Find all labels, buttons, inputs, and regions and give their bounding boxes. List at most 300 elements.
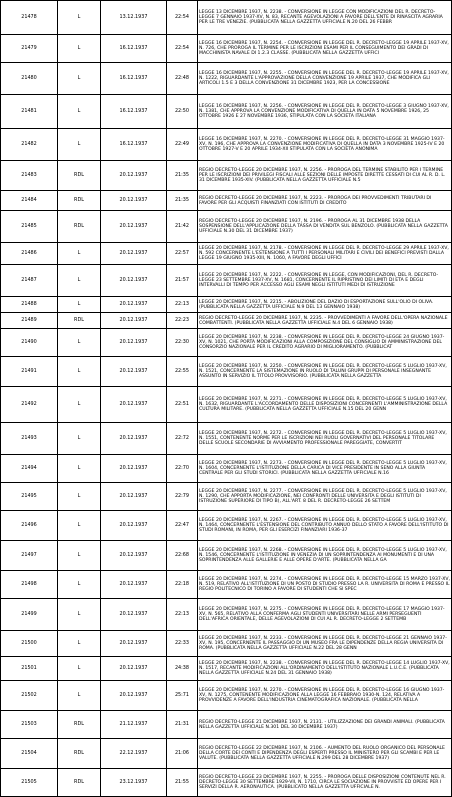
act-type-cell	[58, 265, 101, 297]
table-row	[1, 455, 452, 483]
act-date-cell	[101, 357, 167, 387]
act-number-cell	[1, 265, 58, 297]
act-code-cell	[167, 313, 198, 329]
table-row	[1, 631, 452, 657]
act-code-text: 22:68	[174, 552, 190, 558]
act-code-text: 22:72	[174, 435, 190, 441]
act-date-cell	[101, 455, 167, 483]
act-description-cell	[198, 95, 452, 129]
description-text: LEGGE 20 DICEMBRE 1937, N. 2267. - CONVERSIONE IN LEGGE DEL R. DECRETO-LEGGE 5 LUGLIO 1937-XV, N. 1464, CONCERNENTE L'ESTENSIONE DEL CONTRIBUTO ANNUO DELLO STATO A FAVORE DELL'ISTITUTO DI STUDI ROMANI, IN ROMA, PER GLI ESERCIZI FINANZIARI 1936-37	[199, 518, 449, 533]
act-type-cell	[58, 657, 101, 681]
act-description-cell	[198, 631, 452, 657]
act-code-text: 22:54	[174, 14, 190, 20]
act-type-cell	[58, 161, 101, 191]
act-description-cell	[198, 483, 452, 511]
act-number-text: 21502	[21, 692, 37, 698]
act-code-cell	[167, 423, 198, 455]
act-number-cell	[1, 357, 58, 387]
act-number-cell	[1, 63, 58, 95]
act-number-cell	[1, 681, 58, 711]
table-row	[1, 681, 452, 711]
act-description-cell	[198, 423, 452, 455]
act-type-text: L	[77, 692, 81, 698]
act-number-cell	[1, 329, 58, 357]
act-description-cell	[198, 329, 452, 357]
act-description-cell	[198, 711, 452, 739]
act-type-text: L	[77, 141, 81, 147]
act-type-text: RDL	[74, 317, 84, 323]
act-number-cell	[1, 455, 58, 483]
description-text: LEGGE 16 DICEMBRE 1937, N. 2270. - CONVERSIONE IN LEGGE DEL R. DECRETO-LEGGE 31 MAGGIO 1937-XV, N. 196, CHE APPROVA LA CONVENZIONE MODIFICATIVA DI QUELLA IN DATA 3 NOVEMBRE 1925-IV E 20 OTTOBRE 1927-V E 20 APRILE 1934-XII STIPULATA CON LA SOCIETA ANONIMA	[199, 137, 445, 152]
act-code-cell	[167, 129, 198, 161]
act-number-text: 21489	[21, 317, 37, 323]
table-row	[1, 571, 452, 599]
table-row	[1, 63, 452, 95]
description-text: LEGGE 20 DICEMBRE 1937, N. 2215. - ABOLIZIONE DEL DAZIO DI ESPORTAZIONE SULL'OLIO DI OLIVA. (PUBBLICATA NELLA GAZZETTA UFFICIALE N.9 DEL 13 GENNAIO 1938)	[199, 299, 434, 310]
act-date-text: 20.12.1937	[119, 552, 148, 558]
act-description-cell	[198, 681, 452, 711]
act-code-cell	[167, 211, 198, 243]
act-code-cell	[167, 631, 198, 657]
description-text: LEGGE 20 DICEMBRE 1937, N. 2178. - CONVERSIONE IN LEGGE DEL R. DECRETO-LEGGE 29 APRILE 1937-XV, N. 592 CONCERNENTE L'ESTENSIONE A TUTTI I PERSONALI MILITARI E CIVILI DEI BENEFICI PREVISTI DALLA LEGGE 19 GIUGNO 1935-XIII, N. 1060, A FAVORE DEGLI UFFICI	[199, 246, 449, 261]
act-type-text: L	[77, 522, 81, 528]
act-type-cell	[58, 681, 101, 711]
act-code-text: 24:38	[174, 665, 190, 671]
act-type-text: RDL	[74, 721, 84, 727]
act-date-cell	[101, 95, 167, 129]
act-code-text: 22:23	[174, 317, 190, 323]
description-text: REGIO DECRETO-LEGGE 20 DICEMBRE 1937, N. 2235. - PROVVEDIMENTI A FAVORE DELL'OPERA NAZIONALE COMBATTENTI. (PUBBLICATA NELLA GAZZETTA UFFICIALE N.4 DEL 6 GENNAIO 1938)	[199, 315, 448, 326]
act-type-cell	[58, 631, 101, 657]
description-text: LEGGE 20 DICEMBRE 1937, N. 2271. - CONVERSIONE IN LEGGE DEL R. DECRETO-LEGGE 5 LUGLIO 1937-XV, N. 1632, RIGUARDANTE L'ACCORDAMENTO DELLE DISPOSIZIONI CONCERNENTI L'AMMINISTRAZIONE DELLA CULTURA MILITARE. (PUBBLICATA NELLA GAZZETTA UFFICIALE N.15 DEL 20 GENN	[199, 397, 448, 412]
act-type-cell	[58, 35, 101, 63]
description-text: LEGGE 20 DICEMBRE 1937, N. 2274. - CONVERSIONE IN LEGGE DEL R. DECRETO-LEGGE 15 MARZO 1937-XV, N. 519, RELATIVO ALL'ISTITUZIONE DI UN POSTO DI STUDIO PRESSO LA R. UNIVERSITA DI ROMA E PRESSO IL REGIO POLITECNICO DI TORINO A FAVORE DI STUDENTI CHE SI SPEC	[199, 577, 450, 592]
act-code-cell	[167, 63, 198, 95]
act-type-cell	[58, 211, 101, 243]
table-row	[1, 599, 452, 631]
act-type-cell	[58, 243, 101, 265]
act-code-cell	[167, 483, 198, 511]
act-number-cell	[1, 191, 58, 211]
act-type-text: RDL	[74, 750, 84, 756]
act-number-text: 21482	[21, 141, 37, 147]
act-type-cell	[58, 1, 101, 35]
act-description-cell	[198, 211, 452, 243]
description-text: LEGGE 13 DICEMBRE 1937, N. 2238. - CONVERSIONE IN LEGGE CON MODIFICAZIONI DEL R. DECRETO-LEGGE 7 GENNAIO 1937-XV, N. 83, RECANTE AGEVOLAZIONI A FAVORE DELL'ENTE DI RINASCITA AGRARIA PER LE TRE VENEZIE. (PUBBLICATA NELLA GAZZETTA UFFICIALE N.20 DEL 26 FEBBR	[199, 10, 443, 25]
act-type-cell	[58, 297, 101, 313]
act-description-cell	[198, 191, 452, 211]
act-date-text: 22.12.1937	[119, 750, 148, 756]
act-date-text: 13.12.1937	[119, 14, 148, 20]
act-date-cell	[101, 191, 167, 211]
table-row	[1, 387, 452, 423]
table-row	[1, 313, 452, 329]
act-code-cell	[167, 161, 198, 191]
act-date-cell	[101, 265, 167, 297]
act-code-text: 22:55	[174, 368, 190, 374]
act-code-cell	[167, 191, 198, 211]
act-date-text: 20.12.1937	[119, 640, 148, 646]
act-date-cell	[101, 769, 167, 797]
act-description-cell	[198, 357, 452, 387]
description-text: LEGGE 20 DICEMBRE 1937, N. 2238. - CONVERSIONE IN LEGGE DEL R. DECRETO-LEGGE 24 GIUGNO 1937-XV, N. 1021, CHE PORTA MODIFICAZIONI ALLA COMPOSIZIONE DEL CONSIGLIO DI AMMINISTRAZIONE DEL CONSORZIO NAZIONALE PER IL CREDITO AGRARIO DI MIGLIORAMENTO. (PUBBLICAT	[199, 335, 445, 350]
act-date-cell	[101, 243, 167, 265]
act-number-cell	[1, 483, 58, 511]
act-description-cell	[198, 541, 452, 571]
act-number-cell	[1, 599, 58, 631]
act-date-cell	[101, 711, 167, 739]
act-number-text: 21487	[21, 277, 37, 283]
act-number-cell	[1, 35, 58, 63]
act-number-cell	[1, 769, 58, 797]
act-description-cell	[198, 769, 452, 797]
act-date-cell	[101, 657, 167, 681]
act-date-text: 20.12.1937	[119, 172, 148, 178]
act-date-text: 20.12.1937	[119, 692, 148, 698]
act-type-text: L	[77, 611, 81, 617]
act-number-cell	[1, 657, 58, 681]
act-date-cell	[101, 387, 167, 423]
act-code-text: 22:57	[174, 250, 190, 256]
table-row	[1, 35, 452, 63]
description-text: LEGGE 20 DICEMBRE 1937, N. 2273. - CONVERSIONE IN LEGGE DEL R. DECRETO-LEGGE 5 LUGLIO 1937-XV, N. 1604, CONCERNENTE L'ISTITUZIONE DELLA CARICA DI VICE PRESIDENTE IN SENO ALLA GIUNTA CENTRALE PER GLI STUDI STORICI. (PUBBLICATA NELLA GAZZETTA UFFICIALE N.16	[199, 461, 447, 476]
act-number-text: 21504	[21, 750, 37, 756]
act-number-cell	[1, 423, 58, 455]
act-date-text: 16.12.1937	[119, 75, 148, 81]
act-code-text: 22:49	[174, 141, 190, 147]
table-row	[1, 511, 452, 541]
act-code-text: 25:71	[174, 692, 190, 698]
act-date-cell	[101, 129, 167, 161]
act-code-text: 22:13	[174, 301, 190, 307]
act-number-cell	[1, 313, 58, 329]
act-code-text: 22:54	[174, 45, 190, 51]
description-text: LEGGE 16 DICEMBRE 1937, N. 2256. - CONVERSIONE IN LEGGE DEL R. DECRETO-LEGGE 3 GIUGNO 1937-XV, N. 1381, CHE APPROVA LA CONVENZIONE MODIFICATIVA DI QUELLA IN DATA 5 NOVEMBRE 1926, 25 OTTOBRE 1926 E 27 NOVEMBRE 1936, STIPULATA CON LA SOCIETA ITALIANA	[199, 104, 449, 119]
act-type-text: L	[77, 665, 81, 671]
act-number-text: 21498	[21, 581, 37, 587]
act-date-cell	[101, 571, 167, 599]
description-text: REGIO DECRETO-LEGGE 21 DICEMBRE 1937, N. 2131. - UTILIZZAZIONE DEI GRANDI ANIMALI. (PUBBLICATA NELLA GAZZETTA UFFICIALE N.301 DEL 30 DICEMBRE 1937)	[199, 719, 445, 730]
act-date-text: 20.12.1937	[119, 465, 148, 471]
act-date-text: 20.12.1937	[119, 317, 148, 323]
act-description-cell	[198, 129, 452, 161]
act-code-text: 21:31	[174, 721, 190, 727]
act-description-cell	[198, 63, 452, 95]
table-row	[1, 483, 452, 511]
act-number-text: 21492	[21, 401, 37, 407]
act-code-text: 21:06	[174, 750, 190, 756]
act-date-cell	[101, 739, 167, 769]
act-number-text: 21484	[21, 197, 37, 203]
table-row	[1, 1, 452, 35]
act-number-text: 21493	[21, 435, 37, 441]
act-type-text: L	[77, 401, 81, 407]
act-type-text: L	[77, 581, 81, 587]
act-date-text: 21.12.1937	[119, 721, 148, 727]
act-code-cell	[167, 95, 198, 129]
act-number-text: 21481	[21, 108, 37, 114]
act-date-text: 23.12.1937	[119, 779, 148, 785]
act-date-cell	[101, 681, 167, 711]
act-description-cell	[198, 265, 452, 297]
act-code-cell	[167, 657, 198, 681]
act-date-text: 20.12.1937	[119, 197, 148, 203]
act-type-cell	[58, 129, 101, 161]
act-number-text: 21496	[21, 522, 37, 528]
act-code-cell	[167, 455, 198, 483]
act-type-text: L	[77, 277, 81, 283]
description-text: LEGGE 20 DICEMBRE 1937, N. 2270. - CONVERSIONE IN LEGGE DEL R. DECRETO-LEGGE 16 GIUGNO 1937-XV, N. 1275, CONTENENTE MODIFICAZIONE ALLA LEGGE 16 FEBBRAIO 1930-N. 124, RELATIVA A PROVVIDENZE A FAVORE DELL'INDUSTRIA CINEMATOGRAFICA NAZIONALE. (PUBBLICATA NELLA	[199, 688, 445, 703]
table-body	[1, 1, 452, 797]
act-date-cell	[101, 313, 167, 329]
act-type-cell	[58, 511, 101, 541]
act-date-text: 16.12.1937	[119, 45, 148, 51]
act-code-text: 22:48	[174, 75, 190, 81]
act-date-text: 20.12.1937	[119, 301, 148, 307]
description-text: LEGGE 20 DICEMBRE 1937, N. 2238. - CONVERSIONE IN LEGGE DEL R. DECRETO-LEGGE 14 LUGLIO 1937-XV, N. 1517, RECANTE MODIFICAZIONI ALL'ORDINAMENTO DELL'ISTITUTO NAZIONALE L.U.C.E. (PUBBLICATA NELLA GAZZETTA UFFICIALE N.24 DEL 31 GENNAIO 1938)	[199, 661, 450, 676]
act-type-text: L	[77, 465, 81, 471]
act-date-cell	[101, 297, 167, 313]
act-code-cell	[167, 387, 198, 423]
act-date-text: 20.12.1937	[119, 493, 148, 499]
act-date-text: 20.12.1937	[119, 368, 148, 374]
act-code-cell	[167, 599, 198, 631]
act-date-text: 20.12.1937	[119, 250, 148, 256]
act-type-cell	[58, 357, 101, 387]
act-type-cell	[58, 541, 101, 571]
act-code-cell	[167, 243, 198, 265]
act-code-text: 22:79	[174, 493, 190, 499]
act-description-cell	[198, 35, 452, 63]
act-date-text: 20.12.1937	[119, 665, 148, 671]
act-code-text: 21:55	[174, 779, 190, 785]
act-date-text: 20.12.1937	[119, 611, 148, 617]
table-row	[1, 711, 452, 739]
act-code-cell	[167, 711, 198, 739]
act-type-cell	[58, 455, 101, 483]
description-text: LEGGE 20 DICEMBRE 1937, N. 2272. - CONVERSIONE IN LEGGE DEL R. DECRETO-LEGGE 5 LUGLIO 1937-XV, N. 1551, CONTENENTE NORME PER LE ISCRIZIONI NEI RUOLI GOVERNATIVI DEL PERSONALE TITOLARE DELLE SCUOLE SECONDARIE DI AVVIAMENTO PROFESSIONALE PAREGGIATE, CONVERTIT	[199, 431, 447, 446]
description-text: REGIO DECRETO-LEGGE 22 DICEMBRE 1937, N. 2106. - AUMENTO DEL RUOLO ORGANICO DEL PERSONALE DELLA CORTE DEI CONTI E DIPENDENZA DEGLI ESPERTI PRESSO IL MINISTERO PER GLI SCAMBI E PER LE VALUTE. (PUBBLICATA NELLA GAZZETTA UFFICIALE N.299 DEL 28 DICEMBRE 1937)	[199, 746, 445, 761]
act-description-cell	[198, 387, 452, 423]
description-text: REGIO DECRETO-LEGGE 20 DICEMBRE 1937, N. 2256. - PROROGA DEL TERMINE STABILITO PER I TERMINE PER LE ISCRIZIONI DEI PRIVILEGI FISCALI ALLE SEZIONI DELLE IMPOSTE DIRETTE CESSATI DI CUI AL R. D. L. 31 DICEMBRE 1935-XIV. (PUBBLICATA NELLA GAZZETTA UFFICIALE N.5	[199, 168, 446, 183]
act-number-text: 21501	[21, 665, 37, 671]
act-description-cell	[198, 455, 452, 483]
act-type-text: L	[77, 250, 81, 256]
act-type-cell	[58, 769, 101, 797]
act-type-text: L	[77, 368, 81, 374]
act-number-cell	[1, 571, 58, 599]
act-type-text: L	[77, 301, 81, 307]
act-code-text: 22:13	[174, 611, 190, 617]
act-code-text: 21:35	[174, 172, 190, 178]
act-date-text: 20.12.1937	[119, 339, 148, 345]
table-row	[1, 423, 452, 455]
act-code-text: 22:30	[174, 339, 190, 345]
act-description-cell	[198, 599, 452, 631]
act-number-cell	[1, 1, 58, 35]
act-description-cell	[198, 313, 452, 329]
act-code-cell	[167, 297, 198, 313]
act-code-cell	[167, 571, 198, 599]
act-number-text: 21499	[21, 611, 37, 617]
act-code-cell	[167, 541, 198, 571]
description-text: LEGGE 20 DICEMBRE 1937, N. 2268. - CONVERSIONE IN LEGGE DEL R. DECRETO-LEGGE 5 LUGLIO 1937-XV, N. 1546, CONCERNENTE L'ISTITUZIONE IN VENEZIA DI UN SOPRINTENDENZA AI MONUMENTI E DI UNA SOPRINTENDENZA ALLE GALLERIE E ALLE OPERE D'ARTE. (PUBBLICATA NELLA GA	[199, 548, 447, 563]
act-type-text: RDL	[74, 223, 84, 229]
act-description-cell	[198, 1, 452, 35]
description-text: LEGGE 20 DICEMBRE 1937, N. 2275. - CONVERSIONE IN LEGGE DEL R. DECRETO-LEGGE 17 MAGGIO 1937-XV, N. 565, RELATIVO ALLA CONFERMA AGLI STUDENTI UNIVERSITARI NELLE ARMI PERSEGUENTI DELL'AFRICA ORIENTALE, DELLE AGEVOLAZIONI DI CUI AL R. DECRETO-LEGGE 2 SETTEMB	[199, 607, 445, 622]
table-row	[1, 739, 452, 769]
table-row	[1, 657, 452, 681]
table-row	[1, 211, 452, 243]
act-number-text: 21497	[21, 552, 37, 558]
act-type-cell	[58, 191, 101, 211]
description-text: LEGGE 20 DICEMBRE 1937, N. 2222. - CONVERSIONE IN LEGGE, CON MODIFICAZIONI, DEL R. DECRETO-LEGGE 23 SETTEMBRE 1937-XV, N. 1681, CONCERNENTE IL RIPRISTINO DEI LIMITI DI ETA E DEGLI INTERVALLI DI TEMPO PER ACCESSO AGLI ESAMI NEGLI ISTITUTI MEDI DI ISTRUZIONE	[199, 273, 439, 288]
act-number-cell	[1, 631, 58, 657]
act-description-cell	[198, 739, 452, 769]
act-number-cell	[1, 541, 58, 571]
table-row	[1, 329, 452, 357]
act-date-cell	[101, 63, 167, 95]
act-type-text: L	[77, 640, 81, 646]
act-code-cell	[167, 35, 198, 63]
act-description-cell	[198, 571, 452, 599]
act-number-cell	[1, 387, 58, 423]
table-row	[1, 541, 452, 571]
act-number-text: 21488	[21, 301, 37, 307]
act-description-cell	[198, 297, 452, 313]
act-date-cell	[101, 511, 167, 541]
act-number-cell	[1, 211, 58, 243]
act-type-text: L	[77, 75, 81, 81]
act-type-cell	[58, 483, 101, 511]
table-row	[1, 357, 452, 387]
act-number-text: 21490	[21, 339, 37, 345]
act-type-text: L	[77, 45, 81, 51]
act-number-text: 21494	[21, 465, 37, 471]
description-text: REGIO DECRETO-LEGGE 20 DICEMBRE 1937, N. 2196. - PROROGA AL 31 DICEMBRE 1938 DELLA SOSPENSIONE DELL'APPLICAZIONE DELLA TASSA DI VENDITA SUL BENZOLO. (PUBBLICATA NELLA GAZZETTA UFFICIALE N.30 DEL 31 DICEMBRE 1937)	[199, 219, 448, 234]
act-number-cell	[1, 511, 58, 541]
act-code-cell	[167, 265, 198, 297]
act-number-cell	[1, 161, 58, 191]
act-number-cell	[1, 739, 58, 769]
act-number-text: 21485	[21, 223, 37, 229]
act-code-text: 22:70	[174, 465, 190, 471]
table-row	[1, 265, 452, 297]
act-date-cell	[101, 541, 167, 571]
act-date-cell	[101, 1, 167, 35]
act-number-cell	[1, 297, 58, 313]
description-text: LEGGE 20 DICEMBRE 1937, N. 2233. - CONVERSIONE IN LEGGE DEL R. DECRETO-LEGGE 21 GENNAIO 1937-XV, N. 195, CONCERNENTE IL PASSAGGIO DI UN MUSEO FRA LE DIPENDENZE DELLA REGIA UNIVERSITA DI ROMA. (PUBBLICATA NELLA GAZZETTA UFFICIALE N.22 DEL 28 GENN	[199, 636, 447, 651]
act-code-cell	[167, 357, 198, 387]
act-number-text: 21505	[21, 779, 37, 785]
act-number-text: 21495	[21, 493, 37, 499]
act-type-cell	[58, 329, 101, 357]
act-type-cell	[58, 387, 101, 423]
act-date-cell	[101, 423, 167, 455]
act-code-cell	[167, 511, 198, 541]
act-code-cell	[167, 329, 198, 357]
act-date-cell	[101, 161, 167, 191]
act-type-text: L	[77, 493, 81, 499]
act-description-cell	[198, 243, 452, 265]
act-type-text: L	[77, 14, 81, 20]
act-type-text: RDL	[74, 197, 84, 203]
act-type-cell	[58, 571, 101, 599]
act-code-text: 22:50	[174, 108, 190, 114]
act-type-cell	[58, 423, 101, 455]
act-code-cell	[167, 681, 198, 711]
act-date-text: 16.12.1937	[119, 108, 148, 114]
act-number-text: 21486	[21, 250, 37, 256]
act-code-cell	[167, 1, 198, 35]
act-type-cell	[58, 95, 101, 129]
act-date-text: 20.12.1937	[119, 401, 148, 407]
act-number-cell	[1, 711, 58, 739]
act-type-cell	[58, 711, 101, 739]
act-date-text: 20.12.1937	[119, 581, 148, 587]
table-row	[1, 129, 452, 161]
act-description-cell	[198, 511, 452, 541]
act-date-cell	[101, 631, 167, 657]
act-number-text: 21480	[21, 75, 37, 81]
act-number-cell	[1, 95, 58, 129]
description-text: LEGGE 20 DICEMBRE 1937, N. 2277. - CONVERSIONE IN LEGGE DEL R. DECRETO-LEGGE 5 LUGLIO 1937-XV, N. 1290, CHE APPORTA MODIFICAZIONE, NEI CONFRONTI DELLE UNIVERSITA E DEGLI ISTITUTI DI ISTRUZIONE SUPERIORE DI TIPO B), ALL'ART. 8 DEL R. DECRETO-LEGGE 26 SETTEM	[199, 489, 447, 504]
act-description-cell	[198, 657, 452, 681]
act-code-text: 21:57	[174, 277, 190, 283]
description-text: LEGGE 20 DICEMBRE 1937, N. 2250. - CONVERSIONE IN LEGGE DEL R. DECRETO-LEGGE 5 LUGLIO 1937-XV, N. 1521, CONCERNENTE LA SISTEMAZIONE IN RUOLO DI TALUNI GRUPPI DI PERSONALE INSEGNANTE ASSUNTO IN SERVIZIO IL TITOLO PROVVISORIO. (PUBBLICATA NELLA GAZZETTA	[199, 364, 447, 379]
act-type-text: L	[77, 339, 81, 345]
act-code-cell	[167, 769, 198, 797]
act-type-text: RDL	[74, 779, 84, 785]
act-number-cell	[1, 243, 58, 265]
act-type-cell	[58, 63, 101, 95]
table-row	[1, 161, 452, 191]
act-date-cell	[101, 329, 167, 357]
act-code-text: 21:42	[174, 223, 190, 229]
act-type-cell	[58, 313, 101, 329]
act-code-text: 21:35	[174, 197, 190, 203]
act-type-text: RDL	[74, 172, 84, 178]
act-code-text: 22:33	[174, 640, 190, 646]
act-date-text: 20.12.1937	[119, 522, 148, 528]
act-type-cell	[58, 599, 101, 631]
act-date-text: 20.12.1937	[119, 223, 148, 229]
table-row	[1, 297, 452, 313]
table-row	[1, 191, 452, 211]
act-number-text: 21500	[21, 640, 37, 646]
act-code-text: 22:47	[174, 522, 190, 528]
table-row	[1, 243, 452, 265]
act-code-text: 22:51	[174, 401, 190, 407]
description-text: LEGGE 16 DICEMBRE 1937, N. 2254. - CONVERSIONE IN LEGGE DEL R. DECRETO-LEGGE 19 APRILE 1937-XV, N. 726, CHE PROROGA IL TERMINE PER LE ISCRIZIONI ESAMI PER IL CONSEGUIMENTO DEI GRADI DI MACCHINISTA NAVALE DI 1.2.3 CLASSE. (PUBBLICATA NELLA GAZZETTA UFFICI	[199, 41, 449, 56]
act-type-text: L	[77, 108, 81, 114]
act-number-text: 21483	[21, 172, 37, 178]
act-date-text: 20.12.1937	[119, 277, 148, 283]
act-code-cell	[167, 739, 198, 769]
act-date-cell	[101, 211, 167, 243]
act-type-text: L	[77, 552, 81, 558]
description-text: REGIO DECRETO-LEGGE 23 DICEMBRE 1937, N. 2255. - PROROGA DELLE DISPOSIZIONI CONTENUTE NEL R. DECRETO-LEGGE 30 SETTEMBRE 1929-VII, N. 1710, CIRCA LE SOCIAZIONE IN PROVVISTE ED OPERE PER I SERVIZI DELLA R. AERONAUTICA. (PUBBLICATO NELLA GAZZETTA UFFICIALE N.	[199, 775, 446, 790]
act-type-text: L	[77, 435, 81, 441]
act-date-cell	[101, 35, 167, 63]
table-row	[1, 95, 452, 129]
act-date-cell	[101, 483, 167, 511]
act-number-text: 21479	[21, 45, 37, 51]
act-number-text: 21491	[21, 368, 37, 374]
table-row	[1, 769, 452, 797]
act-number-text: 21503	[21, 721, 37, 727]
act-number-text: 21478	[21, 14, 37, 20]
